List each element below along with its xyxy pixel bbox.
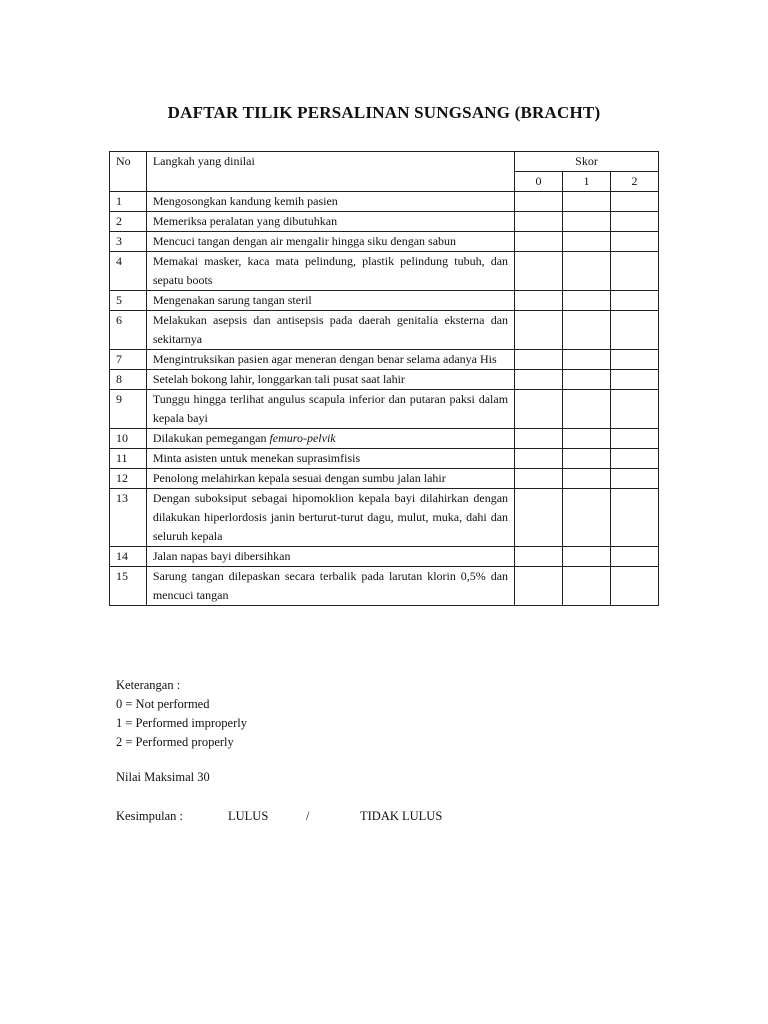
score-cell-2[interactable] — [610, 350, 658, 370]
score-cell-1[interactable] — [563, 232, 611, 252]
notes-section — [116, 676, 247, 752]
row-number: 11 — [110, 449, 147, 469]
score-cell-2[interactable] — [610, 489, 658, 547]
score-cell-1[interactable] — [563, 212, 611, 232]
row-number: 15 — [110, 567, 147, 606]
row-step: Mencuci tangan dengan air mengalir hingga siku dengan sabun — [146, 232, 514, 252]
header-step: Langkah yang dinilai — [146, 152, 514, 192]
score-cell-0[interactable] — [515, 429, 563, 449]
score-cell-1[interactable] — [563, 547, 611, 567]
table-row — [110, 390, 659, 429]
row-step: Penolong melahirkan kepala sesuai dengan sumbu jalan lahir — [146, 469, 514, 489]
row-number: 8 — [110, 370, 147, 390]
conclusion-separator: / — [306, 809, 310, 823]
table-row — [110, 429, 659, 449]
score-column-0: 0 — [515, 172, 563, 192]
score-cell-1[interactable] — [563, 449, 611, 469]
score-cell-0[interactable] — [515, 291, 563, 311]
score-cell-2[interactable] — [610, 449, 658, 469]
notes-item: 1 = Performed improperly — [116, 716, 247, 730]
score-cell-0[interactable] — [515, 547, 563, 567]
score-cell-1[interactable] — [563, 370, 611, 390]
score-cell-1[interactable] — [563, 567, 611, 606]
table-row — [110, 489, 659, 547]
score-cell-2[interactable] — [610, 291, 658, 311]
score-cell-0[interactable] — [515, 370, 563, 390]
score-cell-0[interactable] — [515, 311, 563, 350]
table-row — [110, 449, 659, 469]
row-number: 10 — [110, 429, 147, 449]
score-cell-0[interactable] — [515, 449, 563, 469]
table-row — [110, 567, 659, 606]
table-row — [110, 311, 659, 350]
score-cell-2[interactable] — [610, 469, 658, 489]
row-step: Dengan suboksiput sebagai hipomoklion kepala bayi dilahirkan dengan dilakukan hiperlordosis janin berturut-turut dagu, mulut, muka, dahi dan seluruh kepala — [146, 489, 514, 547]
row-number: 3 — [110, 232, 147, 252]
notes-item: 0 = Not performed — [116, 697, 210, 711]
notes-item: 2 = Performed properly — [116, 735, 234, 749]
table-row — [110, 370, 659, 390]
row-step: Melakukan asepsis dan antisepsis pada daerah genitalia eksterna dan sekitarnya — [146, 311, 514, 350]
max-score-text: Nilai Maksimal 30 — [116, 770, 210, 784]
header-no: No — [110, 152, 147, 192]
score-cell-1[interactable] — [563, 489, 611, 547]
score-cell-2[interactable] — [610, 311, 658, 350]
row-step-text: Dilakukan pemegangan — [152, 431, 270, 445]
conclusion-pass: LULUS — [228, 809, 269, 823]
row-step-italic: femuro-pelvik — [269, 431, 336, 445]
table-row — [110, 212, 659, 232]
row-step: Memeriksa peralatan yang dibutuhkan — [146, 212, 514, 232]
row-number: 7 — [110, 350, 147, 370]
score-cell-0[interactable] — [515, 567, 563, 606]
conclusion-label: Kesimpulan : — [116, 809, 184, 823]
score-cell-0[interactable] — [515, 232, 563, 252]
row-number: 13 — [110, 489, 147, 547]
score-cell-2[interactable] — [610, 567, 658, 606]
table-row — [110, 291, 659, 311]
score-cell-1[interactable] — [563, 390, 611, 429]
score-cell-0[interactable] — [515, 489, 563, 547]
table-row — [110, 350, 659, 370]
row-step: Mengintruksikan pasien agar meneran dengan benar selama adanya His — [146, 350, 514, 370]
score-cell-0[interactable] — [515, 390, 563, 429]
row-number: 4 — [110, 252, 147, 291]
score-cell-1[interactable] — [563, 291, 611, 311]
table-row — [110, 547, 659, 567]
row-step — [146, 429, 514, 449]
row-step: Mengenakan sarung tangan steril — [146, 291, 514, 311]
row-number: 1 — [110, 192, 147, 212]
row-step: Sarung tangan dilepaskan secara terbalik pada larutan klorin 0,5% dan mencuci tangan — [146, 567, 514, 606]
score-cell-2[interactable] — [610, 252, 658, 291]
score-cell-1[interactable] — [563, 252, 611, 291]
score-cell-2[interactable] — [610, 212, 658, 232]
score-cell-0[interactable] — [515, 192, 563, 212]
score-cell-2[interactable] — [610, 232, 658, 252]
conclusion-fail: TIDAK LULUS — [360, 809, 443, 823]
score-cell-2[interactable] — [610, 547, 658, 567]
score-cell-2[interactable] — [610, 370, 658, 390]
score-cell-1[interactable] — [563, 192, 611, 212]
score-cell-1[interactable] — [563, 350, 611, 370]
row-step: Memakai masker, kaca mata pelindung, plastik pelindung tubuh, dan sepatu boots — [146, 252, 514, 291]
table-row — [110, 469, 659, 489]
score-cell-0[interactable] — [515, 469, 563, 489]
row-step: Jalan napas bayi dibersihkan — [146, 547, 514, 567]
table-header-row — [110, 152, 659, 172]
score-cell-1[interactable] — [563, 429, 611, 449]
score-cell-0[interactable] — [515, 212, 563, 232]
row-step: Setelah bokong lahir, longgarkan tali pusat saat lahir — [146, 370, 514, 390]
row-step: Tunggu hingga terlihat angulus scapula inferior dan putaran paksi dalam kepala bayi — [146, 390, 514, 429]
row-step: Mengosongkan kandung kemih pasien — [146, 192, 514, 212]
checklist-table — [109, 151, 659, 606]
table-row — [110, 192, 659, 212]
table-row — [110, 252, 659, 291]
row-number: 9 — [110, 390, 147, 429]
page-title: DAFTAR TILIK PERSALINAN SUNGSANG (BRACHT) — [167, 103, 601, 122]
header-score: Skor — [515, 152, 659, 172]
row-number: 12 — [110, 469, 147, 489]
row-number: 5 — [110, 291, 147, 311]
row-step: Minta asisten untuk menekan suprasimfisis — [146, 449, 514, 469]
score-cell-2[interactable] — [610, 192, 658, 212]
score-cell-0[interactable] — [515, 350, 563, 370]
score-cell-2[interactable] — [610, 429, 658, 449]
score-column-1: 1 — [563, 172, 611, 192]
score-cell-0[interactable] — [515, 252, 563, 291]
row-number: 6 — [110, 311, 147, 350]
notes-heading: Keterangan : — [116, 678, 181, 692]
score-column-2: 2 — [610, 172, 658, 192]
row-number: 2 — [110, 212, 147, 232]
score-cell-1[interactable] — [563, 311, 611, 350]
score-cell-1[interactable] — [563, 469, 611, 489]
row-number: 14 — [110, 547, 147, 567]
score-cell-2[interactable] — [610, 390, 658, 429]
table-row — [110, 232, 659, 252]
